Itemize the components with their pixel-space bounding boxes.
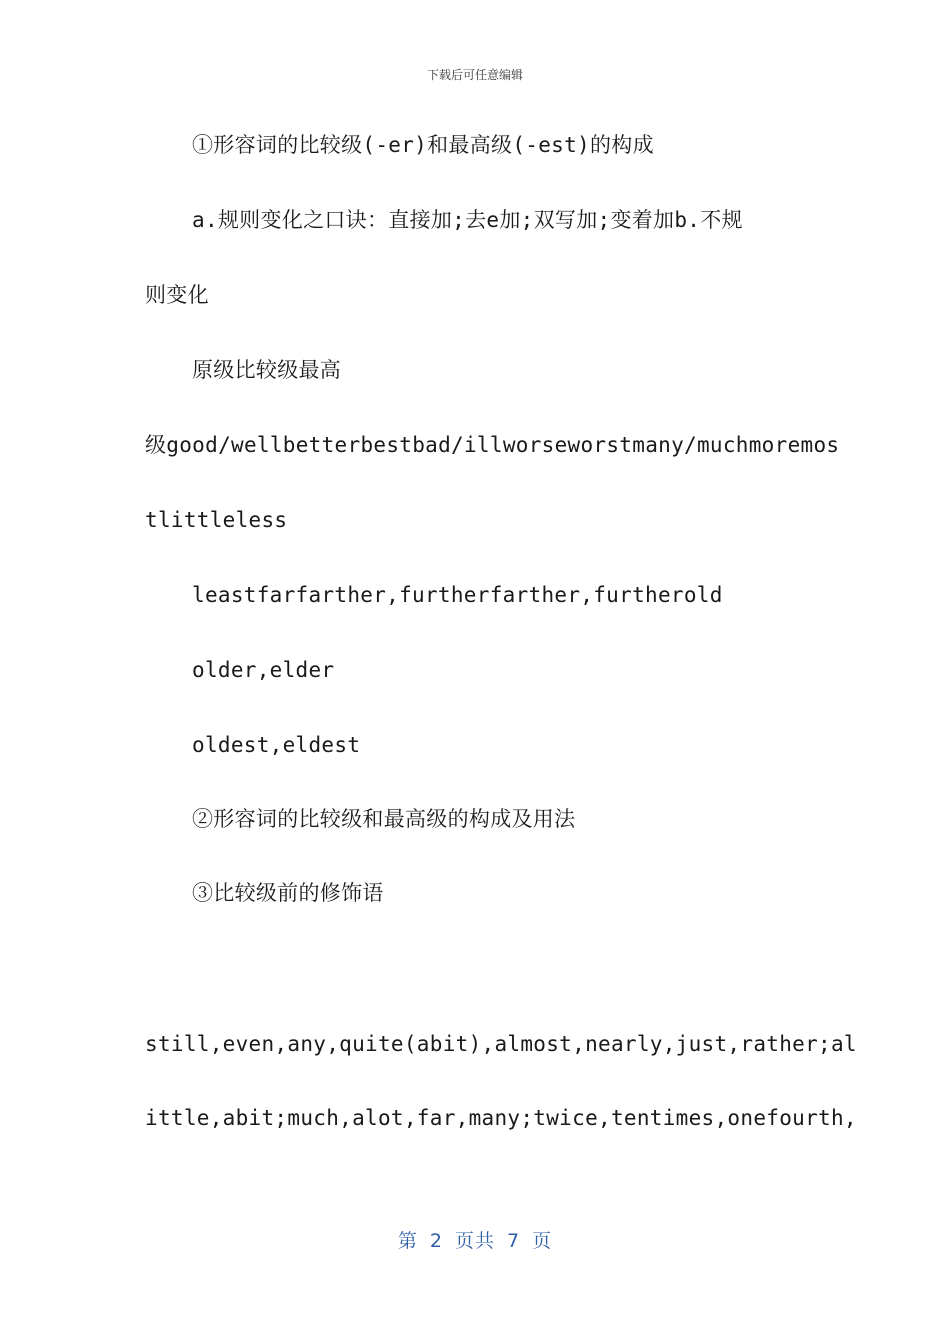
body-line-13: ittle,abit;much,alot,far,many;twice,tentimes,onefourth, [145, 1106, 857, 1130]
body-line-9: oldest,eldest [192, 733, 361, 757]
body-line-5: 级good/wellbetterbestbad/illworseworstmany/muchmoremos [145, 433, 840, 457]
footer-total-pages: 7 [507, 1230, 521, 1252]
body-line-7: leastfarfarther,furtherfarther,furtherold [192, 583, 723, 607]
footer-di: 第 [397, 1230, 418, 1252]
footer-ye-gong: 页共 [454, 1230, 495, 1252]
body-line-12: still,even,any,quite(abit),almost,nearly,just,rather;al [145, 1032, 857, 1056]
body-line-1: ①形容词的比较级(-er)和最高级(-est)的构成 [192, 133, 654, 157]
page-footer [0, 1226, 950, 1253]
body-line-2: a.规则变化之口诀：直接加;去e加;双写加;变着加b.不规 [192, 208, 743, 232]
body-line-4: 原级比较级最高 [192, 358, 342, 382]
body-line-11: ③比较级前的修饰语 [192, 881, 384, 905]
body-line-10: ②形容词的比较级和最高级的构成及用法 [192, 807, 576, 831]
footer-page-number: 2 [429, 1230, 443, 1252]
footer-ye: 页 [532, 1230, 553, 1252]
page-header: 下载后可任意编辑 [426, 68, 523, 82]
body-line-8: older,elder [192, 658, 335, 682]
body-line-6: tlittleless [145, 508, 288, 532]
body-line-3: 则变化 [145, 283, 209, 307]
